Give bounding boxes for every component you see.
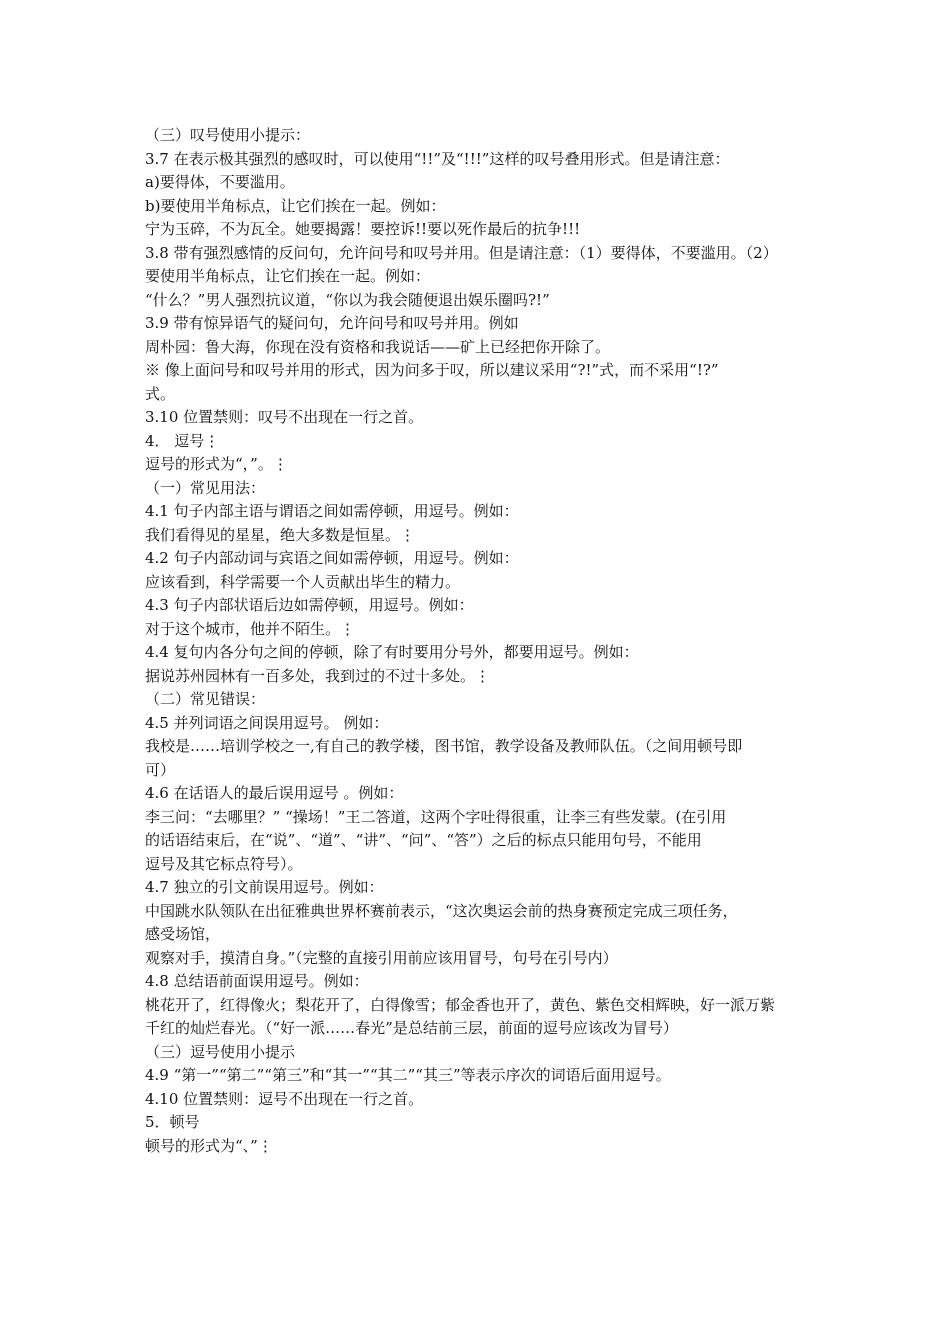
text-line: 3.8 带有强烈感情的反问句，允许问号和叹号并用。但是请注意：（1）要得体，不要滥用。（2） xyxy=(145,243,778,262)
document-body xyxy=(145,124,817,1158)
text-line: ※ 像上面问号和叹号并用的形式，因为问多于叹，所以建议采用“?!”式，而不采用“!?” xyxy=(145,361,719,379)
text-line: 对于这个城市，他并不陌生。⋮ xyxy=(145,619,356,638)
text-line: （三）叹号使用小提示： xyxy=(145,126,311,144)
text-line: 桃花开了，红得像火；梨花开了，白得像雪；郁金香也开了，黄色、紫色交相辉映，好一派万紫 xyxy=(145,995,776,1014)
text-line: 的话语结束后，在“说”、“道”、“讲”、“问”、“答”）之后的标点只能用句号，不能用 xyxy=(145,831,702,849)
text-line: 我们看得见的星星，绝大多数是恒星。⋮ xyxy=(145,525,416,544)
text-line: 4.1 句子内部主语与谓语之间如需停顿，用逗号。例如： xyxy=(145,502,519,520)
text-line: 3.9 带有惊异语气的疑问句，允许问号和叹号并用。例如 xyxy=(145,314,519,332)
text-line: 逗号及其它标点符号）。 xyxy=(145,854,303,873)
text-line: 4.5 并列词语之间误用逗号。 例如： xyxy=(145,713,389,732)
text-line: 5．顿号 xyxy=(145,1113,200,1131)
text-line: 中国跳水队领队在出征雅典世界杯赛前表示，“这次奥运会前的热身赛预定完成三项任务， xyxy=(145,901,738,920)
text-line: 4.7 独立的引文前误用逗号。例如： xyxy=(145,878,384,896)
text-line: 顿号的形式为“、”⋮ xyxy=(145,1136,273,1155)
text-line: 周朴园：鲁大海，你现在没有资格和我说话——矿上已经把你开除了。 xyxy=(145,337,611,356)
text-line: 4． 逗号⋮ xyxy=(145,431,220,450)
text-line: （一）常见用法： xyxy=(145,478,266,497)
text-line: 千红的灿烂春光。（“好一派……春光”是总结前三层，前面的逗号应该改为冒号） xyxy=(145,1019,678,1037)
text-line: 李三问：“去哪里？” “操场！”王二答道，这两个字吐得很重，让李三有些发蒙。(在引用 xyxy=(145,807,727,826)
text-line: b)要使用半角标点，让它们挨在一起。例如： xyxy=(145,196,446,215)
text-line: 4.4 复句内各分句之间的停顿，除了有时要用分号外，都要用逗号。例如： xyxy=(145,643,639,661)
text-line: 4.6 在话语人的最后误用逗号 。例如： xyxy=(145,784,404,802)
text-line: 逗号的形式为“，”。⋮ xyxy=(145,455,288,473)
text-line: 宁为玉碎，不为瓦全。她要揭露！要控诉!!要以死作最后的抗争!!! xyxy=(145,220,581,238)
text-line: 应该看到，科学需要一个人贡献出毕生的精力。 xyxy=(145,572,461,591)
text-line: 4.8 总结语前面误用逗号。例如： xyxy=(145,972,369,990)
text-line: 4.9 “第一”“第二”“第三”和“其一”“其二”“其三”等表示序次的词语后面用逗号。 xyxy=(145,1066,671,1084)
text-line: 据说苏州园林有一百多处，我到过的不过十多处。⋮ xyxy=(145,666,491,685)
text-line: （三）逗号使用小提示 xyxy=(145,1042,296,1061)
text-line: 可） xyxy=(145,760,176,779)
text-line: a)要得体，不要滥用。 xyxy=(145,173,295,191)
text-line: 3.10 位置禁则：叹号不出现在一行之首。 xyxy=(145,408,424,426)
text-line: 观察对手，摸清自身。”（完整的直接引用前应该用冒号，句号在引号内） xyxy=(145,948,618,967)
text-line: 4.10 位置禁则：逗号不出现在一行之首。 xyxy=(145,1089,424,1108)
text-line: 4.3 句子内部状语后边如需停顿，用逗号。例如： xyxy=(145,596,474,614)
text-line: 感受场馆， xyxy=(145,925,221,943)
text-line: 要使用半角标点，让它们挨在一起。例如： xyxy=(145,267,431,285)
text-line: 式。 xyxy=(145,384,176,403)
text-line: 3.7 在表示极其强烈的感叹时，可以使用“!!”及“!!!”这样的叹号叠用形式。但是请注意： xyxy=(145,149,730,168)
text-line: （二）常见错误： xyxy=(145,690,266,708)
text-line: “什么？”男人强烈抗议道，“你以为我会随便退出娱乐圈吗?!” xyxy=(145,290,550,309)
text-line: 4.2 句子内部动词与宾语之间如需停顿，用逗号。例如： xyxy=(145,549,519,567)
text-line: 我校是……培训学校之一,有自己的教学楼，图书馆，教学设备及教师队伍。（之间用顿号即 xyxy=(145,737,743,755)
